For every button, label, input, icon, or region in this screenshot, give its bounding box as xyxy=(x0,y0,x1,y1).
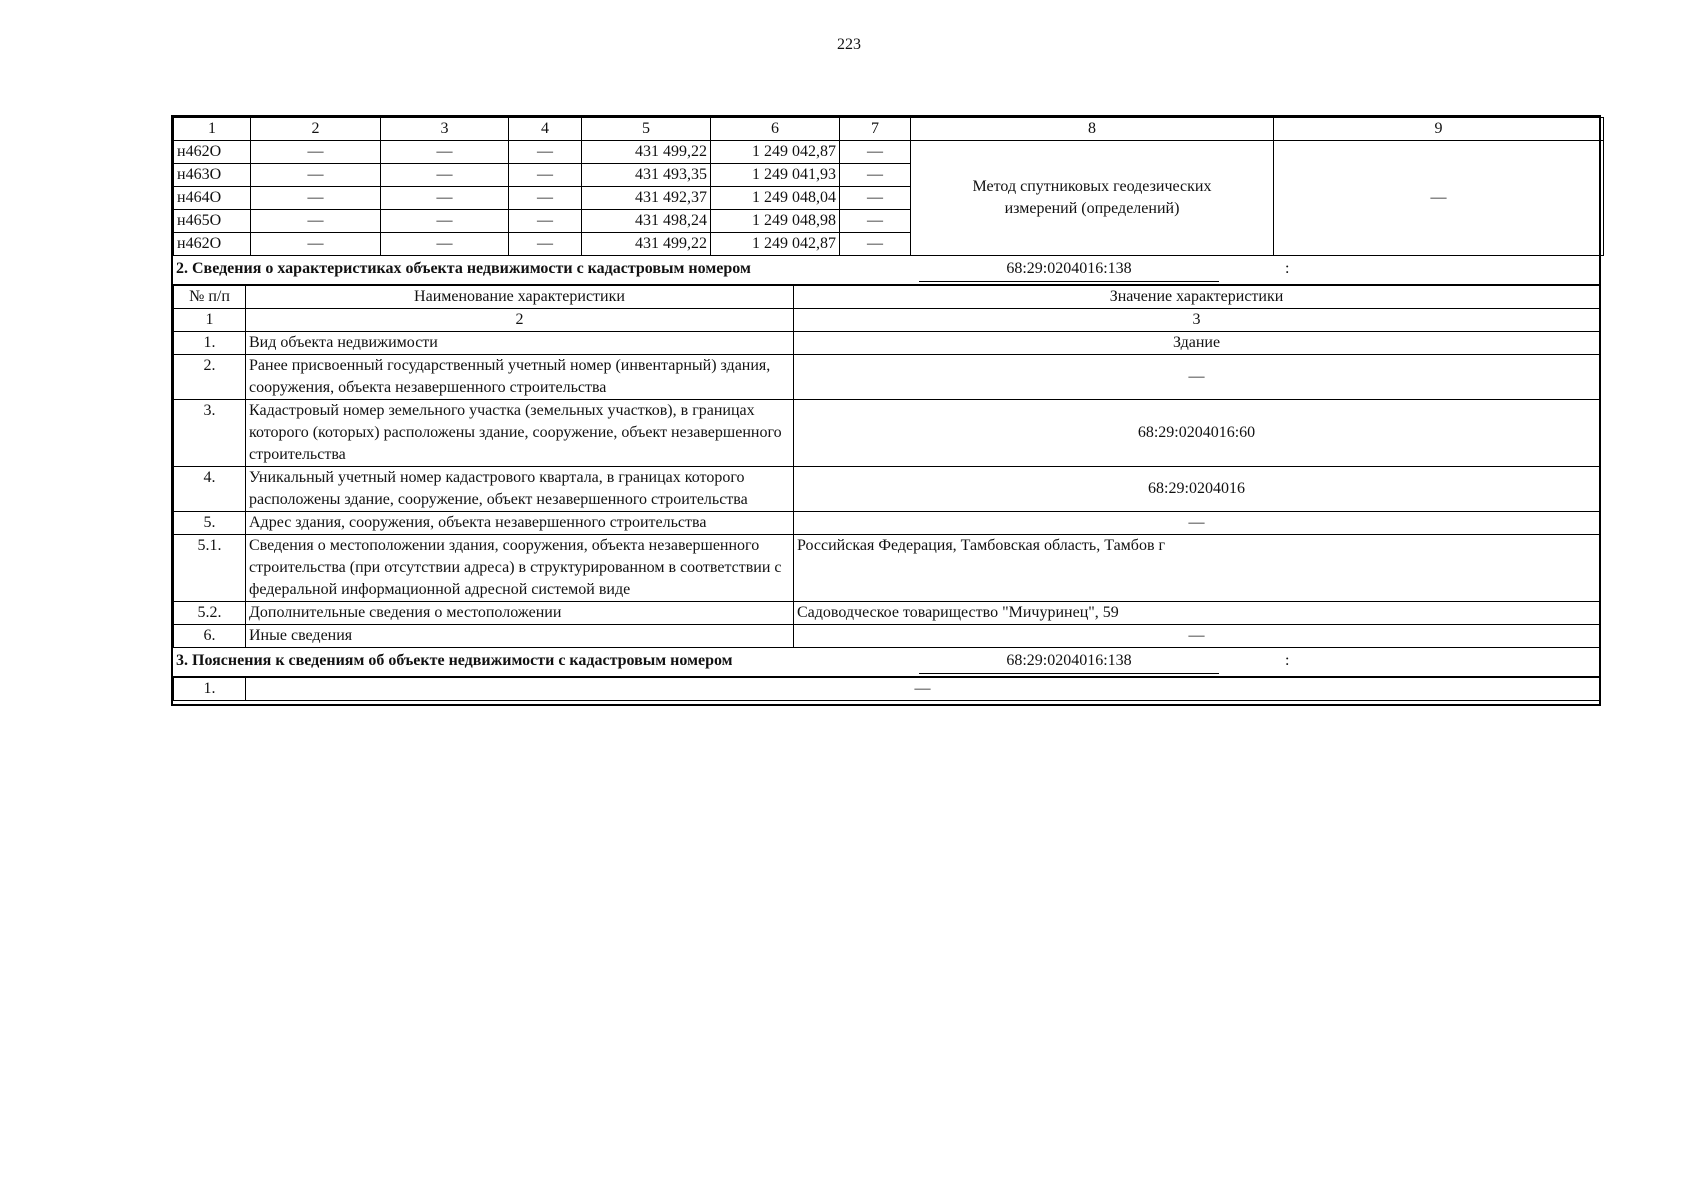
page-number: 223 xyxy=(837,36,861,53)
header-cell: 3 xyxy=(381,118,509,141)
table-cell: — xyxy=(381,210,509,233)
characteristic-name: Кадастровый номер земельного участка (земельных участков), в границах которого (которых) расположены здание, сооружение, объект незавершенного строительства xyxy=(246,400,794,467)
col9-cell: — xyxy=(1274,141,1604,256)
table-cell: — xyxy=(381,233,509,256)
index-cell: 2 xyxy=(246,309,794,332)
section3-cadastral-number: 68:29:0204016:138 xyxy=(919,648,1219,674)
row-number: 3. xyxy=(174,400,246,467)
point-id: н463О xyxy=(174,164,251,187)
x-coordinate: 431 499,22 xyxy=(582,141,711,164)
header-num: № п/п xyxy=(174,286,246,309)
table-cell: — xyxy=(381,187,509,210)
header-cell: 8 xyxy=(911,118,1274,141)
table-cell: — xyxy=(381,141,509,164)
table-cell: — xyxy=(251,210,381,233)
point-id: н462О xyxy=(174,141,251,164)
row-number: 1. xyxy=(174,332,246,355)
characteristics-index-row xyxy=(174,309,1600,332)
explanations-table xyxy=(173,677,1600,701)
characteristic-value: 68:29:0204016 xyxy=(794,467,1600,512)
row-number: 5. xyxy=(174,512,246,535)
characteristic-value: Российская Федерация, Тамбовская область, Тамбов г xyxy=(794,535,1600,602)
section3-title-row xyxy=(173,648,1599,677)
table-cell: — xyxy=(509,187,582,210)
table-cell: — xyxy=(840,210,911,233)
y-coordinate: 1 249 042,87 xyxy=(711,233,840,256)
x-coordinate: 431 493,35 xyxy=(582,164,711,187)
section2-title: 2. Сведения о характеристиках объекта недвижимости с кадастровым номером xyxy=(176,260,751,277)
header-cell: 5 xyxy=(582,118,711,141)
table-row xyxy=(174,141,1604,164)
table-cell: — xyxy=(251,141,381,164)
table-cell: — xyxy=(509,210,582,233)
table-cell: — xyxy=(840,164,911,187)
characteristics-header-row xyxy=(174,286,1600,309)
table-row xyxy=(174,535,1600,602)
section3-title: 3. Пояснения к сведениям об объекте недвижимости с кадастровым номером xyxy=(176,652,733,669)
explanation-value: — xyxy=(246,678,1600,701)
index-cell: 1 xyxy=(174,309,246,332)
y-coordinate: 1 249 048,04 xyxy=(711,187,840,210)
header-cell: 2 xyxy=(251,118,381,141)
section2-title-row xyxy=(173,256,1599,285)
table-row xyxy=(174,467,1600,512)
table-cell: — xyxy=(251,233,381,256)
table-cell: — xyxy=(840,233,911,256)
method-cell: Метод спутниковых геодезических измерений (определений) xyxy=(911,141,1274,256)
cadastral-document xyxy=(171,115,1601,706)
characteristic-value: — xyxy=(794,355,1600,400)
table-row xyxy=(174,332,1600,355)
table-cell: — xyxy=(509,141,582,164)
section2-cadastral-number: 68:29:0204016:138 xyxy=(919,256,1219,282)
characteristic-name: Вид объекта недвижимости xyxy=(246,332,794,355)
coordinates-table xyxy=(173,117,1604,256)
row-number: 1. xyxy=(174,678,246,701)
table-row xyxy=(174,625,1600,648)
characteristic-value: 68:29:0204016:60 xyxy=(794,400,1600,467)
characteristic-name: Адрес здания, сооружения, объекта незавершенного строительства xyxy=(246,512,794,535)
point-id: н465О xyxy=(174,210,251,233)
y-coordinate: 1 249 041,93 xyxy=(711,164,840,187)
table-cell: — xyxy=(840,187,911,210)
table-row xyxy=(174,602,1600,625)
characteristic-value: — xyxy=(794,625,1600,648)
header-cell: 9 xyxy=(1274,118,1604,141)
table-row xyxy=(174,512,1600,535)
table-cell: — xyxy=(509,233,582,256)
x-coordinate: 431 492,37 xyxy=(582,187,711,210)
table-row xyxy=(174,355,1600,400)
y-coordinate: 1 249 042,87 xyxy=(711,141,840,164)
header-cell: 4 xyxy=(509,118,582,141)
row-number: 5.2. xyxy=(174,602,246,625)
characteristic-name: Иные сведения xyxy=(246,625,794,648)
characteristic-value: Здание xyxy=(794,332,1600,355)
header-cell: 6 xyxy=(711,118,840,141)
row-number: 6. xyxy=(174,625,246,648)
characteristic-name: Сведения о местоположении здания, сооружения, объекта незавершенного строительства (при отсутствии адреса) в структурированном в соответствии с федеральной информационной адресной системой виде xyxy=(246,535,794,602)
x-coordinate: 431 498,24 xyxy=(582,210,711,233)
table-cell: — xyxy=(251,164,381,187)
table-row xyxy=(174,400,1600,467)
row-number: 2. xyxy=(174,355,246,400)
characteristic-name: Ранее присвоенный государственный учетный номер (инвентарный) здания, сооружения, объекта незавершенного строительства xyxy=(246,355,794,400)
row-number: 5.1. xyxy=(174,535,246,602)
table-row xyxy=(174,678,1600,701)
table-cell: — xyxy=(509,164,582,187)
table-cell: — xyxy=(251,187,381,210)
index-cell: 3 xyxy=(794,309,1600,332)
characteristic-value: Садоводческое товарищество "Мичуринец", 59 xyxy=(794,602,1600,625)
table-cell: — xyxy=(840,141,911,164)
header-cell: 1 xyxy=(174,118,251,141)
coordinates-header-row xyxy=(174,118,1604,141)
table-cell: — xyxy=(381,164,509,187)
y-coordinate: 1 249 048,98 xyxy=(711,210,840,233)
row-number: 4. xyxy=(174,467,246,512)
characteristic-name: Уникальный учетный номер кадастрового квартала, в границах которого расположены здание, сооружение, объект незавершенного строительства xyxy=(246,467,794,512)
point-id: н464О xyxy=(174,187,251,210)
header-name: Наименование характеристики xyxy=(246,286,794,309)
point-id: н462О xyxy=(174,233,251,256)
characteristic-value: — xyxy=(794,512,1600,535)
header-cell: 7 xyxy=(840,118,911,141)
characteristic-name: Дополнительные сведения о местоположении xyxy=(246,602,794,625)
section3-colon: : xyxy=(1285,652,1290,669)
characteristics-table xyxy=(173,285,1600,648)
header-value: Значение характеристики xyxy=(794,286,1600,309)
x-coordinate: 431 499,22 xyxy=(582,233,711,256)
section2-colon: : xyxy=(1285,260,1290,277)
